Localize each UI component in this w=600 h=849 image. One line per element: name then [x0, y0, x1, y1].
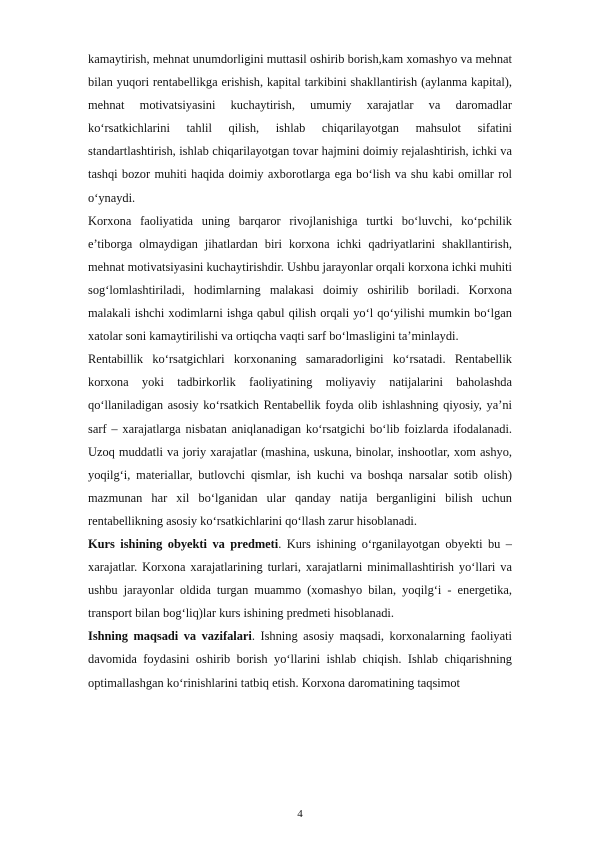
paragraph-internal-values-text: Korxona faoliyatida uning barqaror rivojlanishiga turtki boʻluvchi, koʻpchilik e’tiborga olmaydigan jihatlardan biri korxona ichki qadriyatlarini shakllantirish, mehnat motivatsiyasini kuchaytirishdir. Ushbu jarayonlar orqali korxona ichki muhiti sogʻlomlashtiriladi, hodimlarning malakasi doimiy oshirilib boriladi. Korxona malakali ishchi xodimlarni ishga qabul qilish orqali yoʻl qoʻyilishi mumkin boʻlgan xatolar soni kamaytirilishi va ortiqcha vaqti sarf boʻlmasligini ta’minlaydi.	[88, 213, 512, 344]
object-subject-heading: Kurs ishining obyekti va predmeti	[88, 536, 279, 551]
paragraph-goals-tasks	[88, 625, 512, 694]
page-number: 4	[297, 808, 303, 820]
goals-tasks-heading: Ishning maqsadi va vazifalari	[88, 629, 252, 644]
paragraph-profitability-text: Rentabillik koʻrsatgichlari korxonaning samaradorligini koʻrsatadi. Rentabellik korxona yoki tadbirkorlik faoliyatining moliyaviy natijalarini baholashda qoʻllaniladigan asosiy koʻrsatkich Rentabellik foyda olib ishlashning qiyosiy, ya’ni sarf – xarajatlarga nisbatan aniqlanadigan koʻrsatgichi boʻlib foizlarda ifodalanadi. Uzoq muddatli va joriy xarajatlar (mashina, uskuna, binolar, inshootlar, xom ashyo, yoqilgʻi, materiallar, butlovchi qismlar, ish kuchi va boshqa narsalar sotib olish) mazmunan har xil boʻlganidan ular qanday natija berganligini bilish uchun rentabellikning asosiy koʻrsatkichlarini qoʻllash zarur hisoblanadi.	[88, 352, 512, 528]
paragraph-goals-tasks-text: . Ishning asosiy maqsadi, korxonalarning faoliyati davomida foydasini oshirib borish yoʻllarini ishlab chiqish. Ishlab chiqarishning optimallashgan koʻrinishlarini tatbiq etish. Korxona daromatining taqsimot	[88, 629, 512, 690]
body-text	[88, 48, 512, 695]
paragraph-object-subject	[88, 533, 512, 625]
paragraph-object-subject-text: . Kurs ishining oʻrganilayotgan obyekti bu – xarajatlar. Korxona xarajatlarining turlari, xarajatlarni minimallashtirish yoʻllari va ushbu jarayonlar oldida turgan muammo (xomashyo bilan, yoqilgʻi - energetika, transport bilan bogʻliq)lar kurs ishining predmeti hisoblanadi.	[88, 536, 512, 621]
paragraph-factors	[88, 48, 512, 210]
paragraph-profitability	[88, 348, 512, 533]
paragraph-internal-values	[88, 210, 512, 349]
paragraph-factors-text: kamaytirish, mehnat unumdorligini muttasil oshirib borish,kam xomashyo va mehnat bilan yuqori rentabellikga erishish, kapital tarkibini shakllantirish (aylanma kapital), mehnat motivatsiyasini kuchaytirish, umumiy xarajatlar va daromadlar koʻrsatkichlarini tahlil qilish, ishlab chiqarilayotgan mahsulot sifatini standartlashtirish, ishlab chiqarilayotgan tovar hajmini doimiy rejalashtirish, ichki va tashqi bozor muhiti haqida doimiy axborotlarga ega boʻlish va shu kabi omillar rol oʻynaydi.	[88, 52, 512, 205]
